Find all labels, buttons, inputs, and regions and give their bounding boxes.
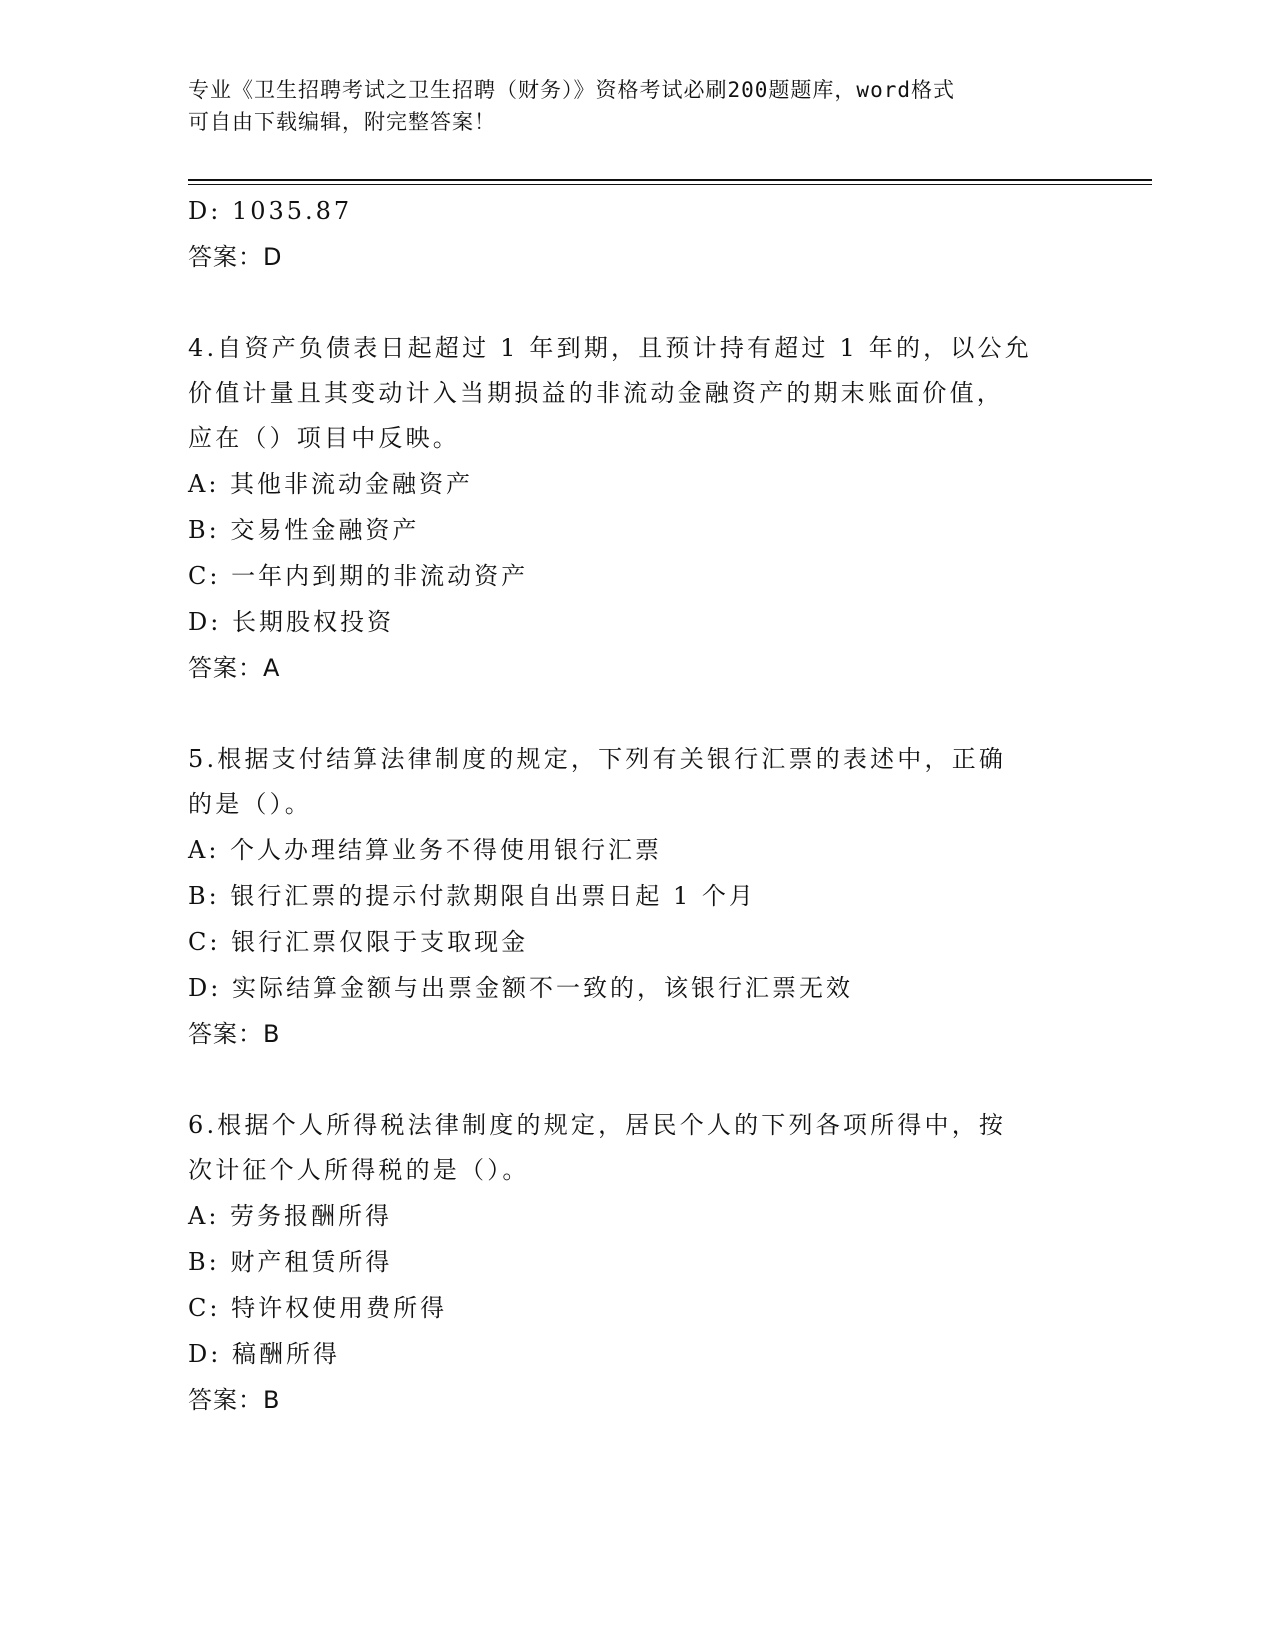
- header-line-1: 专业《卫生招聘考试之卫生招聘（财务）》资格考试必刷200题题库，word格式: [188, 78, 955, 102]
- option-d: D: 稿酬所得: [188, 1340, 340, 1368]
- option-b: B: 银行汇票的提示付款期限自出票日起 1 个月: [188, 882, 756, 910]
- option-a: A: 劳务报酬所得: [188, 1202, 393, 1230]
- header-divider-thin: [188, 184, 1152, 185]
- spacer: [188, 280, 1068, 326]
- question-text-line: 的是（）。: [188, 790, 312, 818]
- question-text-line: 应在（）项目中反映。: [188, 424, 460, 452]
- question-text-line: 6.根据个人所得税法律制度的规定，居民个人的下列各项所得中，按: [188, 1111, 1007, 1139]
- question-5: [188, 737, 1068, 1057]
- option-c: C: 一年内到期的非流动资产: [188, 562, 529, 590]
- question-text-line: 价值计量且其变动计入当期损益的非流动金融资产的期末账面价值，: [188, 379, 1004, 407]
- option-b: B: 交易性金融资产: [188, 516, 420, 544]
- option-a: A: 个人办理结算业务不得使用银行汇票: [188, 836, 663, 864]
- header-line-2: 可自由下载编辑，附完整答案！: [188, 110, 496, 134]
- option-b: B: 财产租赁所得: [188, 1248, 393, 1276]
- spacer: [188, 691, 1068, 737]
- option-a: A: 其他非流动金融资产: [188, 470, 474, 498]
- option-d: D: 长期股权投资: [188, 608, 394, 636]
- option-c: C: 特许权使用费所得: [188, 1294, 448, 1322]
- header-divider-thick: [188, 179, 1152, 181]
- option-c: C: 银行汇票仅限于支取现金: [188, 928, 529, 956]
- page-header: [188, 74, 1068, 138]
- question-4: [188, 326, 1068, 691]
- answer-label: 答案：B: [188, 1020, 281, 1048]
- answer-label: 答案：B: [188, 1386, 281, 1414]
- option-d: D: 1035.87: [188, 197, 353, 225]
- spacer: [188, 1057, 1068, 1103]
- option-d: D: 实际结算金额与出票金额不一致的，该银行汇票无效: [188, 974, 853, 1002]
- question-text-line: 4.自资产负债表日起超过 1 年到期，且预计持有超过 1 年的，以公允: [188, 334, 1032, 362]
- question-6: [188, 1103, 1068, 1423]
- question-content: [188, 188, 1068, 1423]
- question-text-line: 5.根据支付结算法律制度的规定，下列有关银行汇票的表述中，正确: [188, 745, 1007, 773]
- question-text-line: 次计征个人所得税的是（）。: [188, 1156, 530, 1184]
- answer-label: 答案：A: [188, 654, 281, 682]
- answer-label: 答案：D: [188, 243, 283, 271]
